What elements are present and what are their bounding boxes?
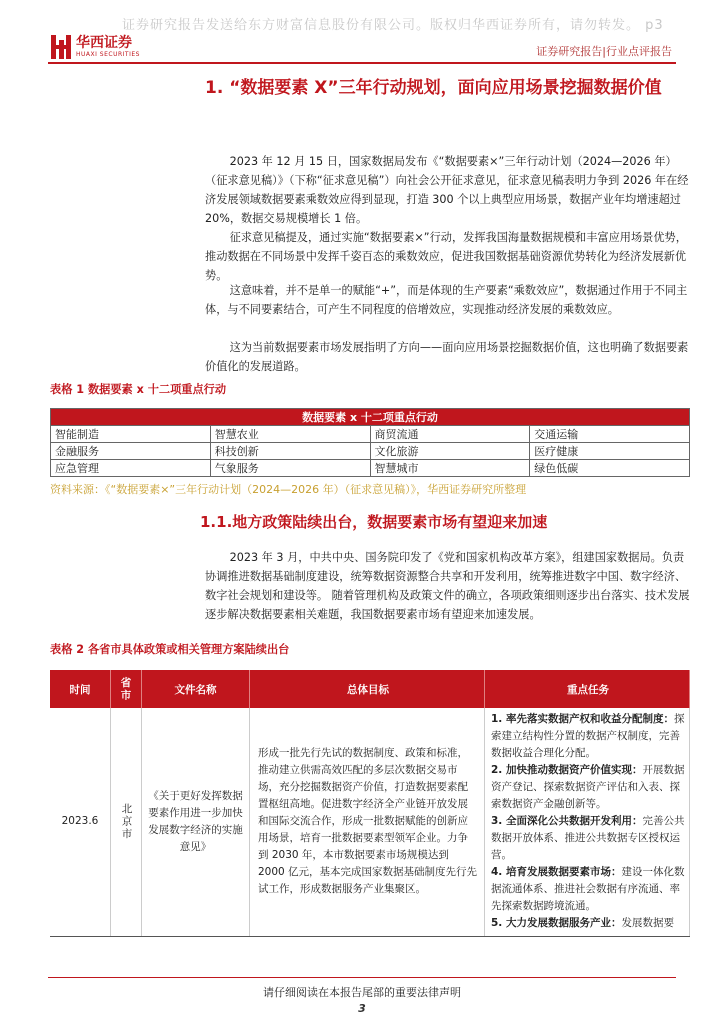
table-cell: 应急管理 <box>51 460 211 477</box>
table-cell: 科技创新 <box>210 443 370 460</box>
logo-name-cn: 华西证券 <box>76 35 132 51</box>
table-cell: 绿色低碳 <box>530 460 690 477</box>
huaxi-logo-icon <box>50 34 72 60</box>
header-divider <box>48 62 676 64</box>
watermark: 证券研究报告发送给东方财富信息股份有限公司。版权归华西证券所有，请勿转发。 p3 <box>122 18 664 33</box>
table-header-row <box>50 670 690 708</box>
list-item: 2. 加快推动数据资产价值实现：开展数据资产登记、探索数据资产评估和入表、探索数据资产金融创新等。 <box>491 764 685 811</box>
section-1-paragraph-2: 征求意见稿提及，通过实施“数据要素×”行动，发挥我国海量数据规模和丰富应用场景优势，推动数据在不同场景中发挥千姿百态的乘数效应，促进我国数据基础资源优势转化为经济发展新优势。 <box>205 231 687 282</box>
column-header-goal: 总体目标 <box>250 670 485 708</box>
column-header-document: 文件名称 <box>142 670 250 708</box>
section-1-paragraph-3: 这意味着，并不是单一的赋能“+”，而是体现的生产要素“乘数效应”，数据通过作用于不同主体，与不同要素结合，可产生不同程度的倍增效应，实现推动经济发展的乘数效应。 <box>205 284 688 316</box>
table-cell: 智慧农业 <box>210 426 370 443</box>
page-number: 3 <box>358 1002 366 1015</box>
table-cell: 智慧城市 <box>370 460 530 477</box>
table-cell: 金融服务 <box>51 443 211 460</box>
policy-time: 2023.6 <box>50 708 111 936</box>
company-logo <box>50 34 140 60</box>
table-cell: 医疗健康 <box>530 443 690 460</box>
table-1-source: 资料来源：《“数据要素×”三年行动计划（2024—2026 年）（征求意见稿）》，华西证券研究所整理 <box>50 483 527 496</box>
policy-document: 《关于更好发挥数据要素作用进一步加快发展数字经济的实施意见》 <box>142 708 250 936</box>
table-1 <box>50 408 690 477</box>
table-2-caption: 表格 2 各省市具体政策或相关管理方案陆续出台 <box>50 643 290 656</box>
table-cell: 文化旅游 <box>370 443 530 460</box>
section-1-1-title: 1.1.地方政策陆续出台，数据要素市场有望迎来加速 <box>200 513 548 531</box>
logo-name-en: HUAXI SECURITIES <box>76 51 140 58</box>
footer-divider <box>48 977 676 978</box>
column-header-tasks: 重点任务 <box>485 670 690 708</box>
list-item: 1. 率先落实数据产权和收益分配制度：探索建立结构性分置的数据产权制度，完善数据收益合理化分配。 <box>491 713 685 760</box>
table-row <box>50 708 690 936</box>
table-row <box>51 443 690 460</box>
section-1-1-paragraph: 2023 年 3 月，中共中央、国务院印发了《党和国家机构改革方案》，组建国家数据局。负责协调推进数据基础制度建设，统筹数据资源整合共享和开发利用，统筹推进数字中国、数字经济、数字社会规划和建设等。 随着管理机构及政策文件的确立，各项政策细则逐步出台落实、技术发展逐步解决数据要素相关难题，我国数据要素市场有望迎来加速发展。 <box>205 551 690 621</box>
list-item: 4. 培育发展数据要素市场：建设一体化数据流通体系、推进社会数据有序流通、率先探索数据跨境流通。 <box>491 866 685 913</box>
policy-province: 北京市 <box>111 708 142 936</box>
table-cell: 气象服务 <box>210 460 370 477</box>
table-1-caption: 表格 1 数据要素 x 十二项重点行动 <box>50 383 227 396</box>
section-1-paragraph-1: 2023 年 12 月 15 日，国家数据局发布《“数据要素×”三年行动计划（2024—2026 年）（征求意见稿）》（下称“征求意见稿”）向社会公开征求意见，征求意见稿表明力争到 2026 年在经济发展领域数据要素乘数效应得到显现，打造 300 个以上典型应用场景，数据产业年均增速超过 20%，数据交易规模增长 1 倍。 <box>205 155 689 225</box>
policy-tasks <box>485 708 690 936</box>
section-1-title: 1. “数据要素 X”三年行动规划，面向应用场景挖掘数据价值 <box>205 78 662 98</box>
list-item: 3. 全面深化公共数据开发利用：完善公共数据开放体系、推进公共数据专区授权运营。 <box>491 815 685 862</box>
column-header-time: 时间 <box>50 670 111 708</box>
column-header-province: 省市 <box>111 670 142 708</box>
table-row <box>51 460 690 477</box>
table-cell: 智能制造 <box>51 426 211 443</box>
list-item: 5. 大力发展数据服务产业：发展数据要 <box>491 917 674 930</box>
table-1-header: 数据要素 x 十二项重点行动 <box>51 409 690 426</box>
policy-goal: 形成一批先行先试的数据制度、政策和标准，推动建立供需高效匹配的多层次数据交易市场，充分挖掘数据资产价值，打造数据要素配置枢纽高地。促进数字经济全产业链开放发展和国际交流合作，形成一批数据赋能的创新应用场景，培育一批数据要素型领军企业。力争到 2030 年，本市数据要素市场规模达到 2000 亿元，基本完成国家数据基础制度先行先试工作，形成数据服务产业集聚区。 <box>250 708 485 936</box>
report-type: 证券研究报告|行业点评报告 <box>536 45 672 58</box>
section-1-paragraph-4: 这为当前数据要素市场发展指明了方向——面向应用场景挖掘数据价值，这也明确了数据要素价值化的发展道路。 <box>205 341 689 373</box>
table-2 <box>50 670 690 937</box>
table-row <box>51 426 690 443</box>
table-cell: 商贸流通 <box>370 426 530 443</box>
table-cell: 交通运输 <box>530 426 690 443</box>
legal-notice: 请仔细阅读在本报告尾部的重要法律声明 <box>263 986 461 999</box>
